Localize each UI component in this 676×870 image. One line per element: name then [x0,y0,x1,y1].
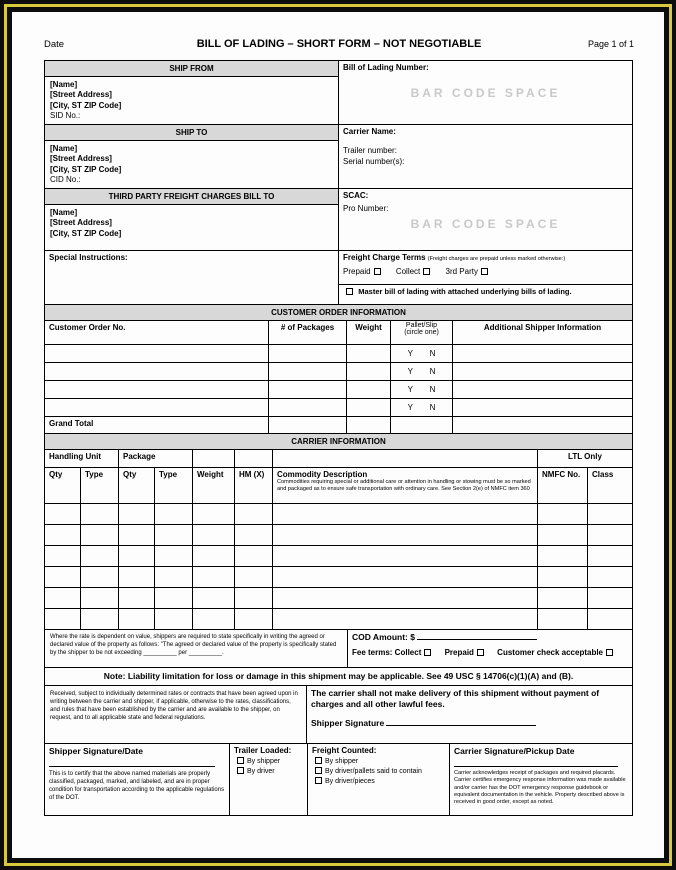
packages-cell [269,363,347,381]
fee-prepaid-label: Prepaid [444,648,474,657]
nmfc-cell [538,609,588,630]
col-customer-order-no: Customer Order No. [45,321,269,345]
additional-info-cell [453,399,633,417]
class-header: Class [588,468,633,504]
pallet-no[interactable]: N [429,385,436,394]
page-title: BILL OF LADING – SHORT FORM – NOT NEGOTIABLE [196,38,482,50]
customer-order-header-row [45,321,633,345]
commodity-cell [273,567,538,588]
document-header [44,38,634,50]
grand-total-packages [269,417,347,434]
commodity-cell [273,546,538,567]
scac-barcode-space: BAR CODE SPACE [410,217,561,231]
additional-info-cell [453,345,633,363]
bol-number-label: Bill of Lading Number: [343,63,429,72]
weight-cell [193,546,235,567]
no-delivery-cell [307,686,633,744]
pkg-type-cell [155,504,193,525]
special-instructions-cell [45,251,339,305]
shipper-signature-cell [45,744,230,816]
top-left-column [45,61,339,305]
third-party-checkbox[interactable] [481,268,488,275]
ship-from-city: [City, ST ZIP Code] [50,100,122,110]
class-cell [588,525,633,546]
pkg-type-cell [155,525,193,546]
signature-row [45,744,633,816]
freight-terms-title: Freight Charge Terms [343,253,426,262]
spacer-cell [273,450,538,468]
pallet-yes[interactable]: Y [407,367,413,376]
commodity-header [273,468,538,504]
order-no-cell [45,399,269,417]
ship-to-street: [Street Address] [50,154,112,164]
third-party-street: [Street Address] [50,218,112,228]
master-bol-checkbox[interactable] [346,288,353,295]
fee-terms-label: Fee terms: Collect [352,648,422,657]
liability-note: Note: Liability limitation for loss or damage in this shipment may be applicable. See 49 USC § 14706(c)(1)(A) and (B). [45,668,633,686]
freight-terms-cell [339,251,633,285]
ship-from-sid: SID No.: [50,111,81,121]
carrier-header-row1 [45,450,633,468]
hu-type-header: Type [81,468,119,504]
pallet-slip-cell [391,381,453,399]
weight-header: Weight [193,468,235,504]
shipper-sig-line[interactable] [49,758,215,767]
serial-number-label: Serial number(s): [343,157,405,166]
third-party-city: [City, ST ZIP Code] [50,228,122,238]
freight-3rdparty-label: 3rd Party [445,267,478,277]
special-instructions-label: Special Instructions: [49,253,128,262]
pallet-yes[interactable]: Y [407,349,413,358]
carrier-row [45,525,633,546]
pkg-qty-cell [119,504,155,525]
ship-from-address [45,77,339,125]
carrier-info-band: CARRIER INFORMATION [45,434,633,450]
class-cell [588,546,633,567]
pkg-qty-header: Qty [119,468,155,504]
shipper-signature-line[interactable] [386,718,536,726]
carrier-row [45,567,633,588]
customer-order-row [45,399,633,417]
scac-label: SCAC: [343,191,369,200]
commodity-cell [273,588,538,609]
cod-cell [348,630,633,668]
pkg-qty-cell [119,567,155,588]
class-cell [588,609,633,630]
shipper-signature-label: Shipper Signature [311,718,385,729]
gold-border [4,4,672,866]
no-delivery-text: The carrier shall not make delivery of this shipment without payment of charges and all other lawful fees. [311,688,600,710]
weight-cell [193,588,235,609]
pkg-qty-cell [119,609,155,630]
counted-by-shipper-label: By shipper [325,758,359,765]
order-no-cell [45,381,269,399]
pkg-type-cell [155,609,193,630]
freight-terms-note: (Freight charges are prepaid unless marked otherwise:) [427,256,566,262]
counted-by-driver-pallets-checkbox[interactable] [315,767,322,774]
pkg-qty-cell [119,588,155,609]
carrier-signature-cell [450,744,633,816]
pallet-slip-cell [391,345,453,363]
bol-number-cell [339,61,633,125]
hm-cell [235,588,273,609]
counted-by-driver-pieces-checkbox[interactable] [315,777,322,784]
hu-qty-cell [45,504,81,525]
carrier-row [45,546,633,567]
freight-counted-title: Freight Counted: [312,746,377,755]
hu-type-cell [81,567,119,588]
pkg-type-cell [155,588,193,609]
weight-cell [193,609,235,630]
additional-info-cell [453,381,633,399]
order-no-cell [45,363,269,381]
package-header: Package [119,450,193,468]
hu-qty-header: Qty [45,468,81,504]
hm-cell [235,504,273,525]
carrier-name-cell [339,125,633,189]
ship-from-header: SHIP FROM [45,61,339,77]
packages-cell [269,345,347,363]
rate-cod-row [45,630,633,668]
nmfc-cell [538,504,588,525]
carrier-sig-title: Carrier Signature/Pickup Date [454,746,575,756]
grand-total-label: Grand Total [45,417,269,434]
customer-order-row [45,345,633,363]
shipper-cert-text: This is to certify that the above named materials are properly classified, packaged, marked, and labeled, and are in proper condition for transportation according to the applicable regulations of the DOT. [49,771,225,802]
ship-to-name: [Name] [50,144,78,153]
bill-of-lading-form [44,60,633,816]
pallet-slip-cell [391,399,453,417]
pallet-no[interactable]: N [429,349,436,358]
pallet-yes[interactable]: Y [407,385,413,394]
carrier-row [45,504,633,525]
hu-type-cell [81,525,119,546]
hm-cell [235,546,273,567]
pallet-slip-line2: (circle one) [404,329,439,336]
commodity-cell [273,504,538,525]
nmfc-header: NMFC No. [538,468,588,504]
pkg-qty-cell [119,546,155,567]
grand-total-row [45,417,633,434]
freight-prepaid-label: Prepaid [343,267,371,277]
hu-qty-cell [45,588,81,609]
grand-total-weight [347,417,391,434]
trailer-by-driver-checkbox[interactable] [237,767,244,774]
hu-type-cell [81,588,119,609]
fee-prepaid-checkbox[interactable] [477,649,484,656]
trailer-loaded-cell [230,744,308,816]
page-number: Page 1 of 1 [587,39,634,49]
trailer-by-shipper-checkbox[interactable] [237,757,244,764]
hu-type-cell [81,609,119,630]
top-right-column [339,61,633,305]
nmfc-cell [538,525,588,546]
ship-to-cid: CID No.: [50,175,81,185]
carrier-header-row2 [45,468,633,504]
trailer-loaded-title: Trailer Loaded: [234,746,292,755]
handling-unit-header: Handling Unit [45,450,119,468]
grand-total-additional [453,417,633,434]
weight-cell [193,504,235,525]
shipper-sig-title: Shipper Signature/Date [49,746,143,756]
pallet-no[interactable]: N [429,367,436,376]
ship-to-header: SHIP TO [45,125,339,141]
col-additional-info: Additional Shipper Information [453,321,633,345]
hu-qty-cell [45,546,81,567]
col-weight: Weight [347,321,391,345]
hu-type-cell [81,546,119,567]
hm-cell [235,609,273,630]
customer-order-band: CUSTOMER ORDER INFORMATION [45,305,633,321]
pkg-type-cell [155,567,193,588]
counted-by-driver-pallets-label: By driver/pallets said to contain [325,768,422,775]
weight-cell [347,381,391,399]
commodity-title: Commodity Description [277,470,368,479]
freight-counted-cell [308,744,450,816]
received-text: Received, subject to individually determined rates or contracts that have been agreed upon in writing between the carrier and shipper, if applicable, otherwise to the rates, classifications, and rules that have been established by the carrier and are available to the shipper, on request, and to all applicable state and federal regulations. [45,686,307,744]
pallet-slip-cell [391,363,453,381]
spacer-cell [193,450,235,468]
freight-collect-label: Collect [395,267,421,277]
col-num-packages: # of Packages [269,321,347,345]
hu-type-cell [81,504,119,525]
fee-check-label: Customer check acceptable [497,648,603,657]
weight-cell [193,525,235,546]
third-party-header: THIRD PARTY FREIGHT CHARGES BILL TO [45,189,339,205]
additional-info-cell [453,363,633,381]
weight-cell [347,399,391,417]
rate-declaration: Where the rate is dependent on value, shippers are required to state specifically in writing the agreed or declared value of the property as follows: "The agreed or declared value of the property is specifically stated by the shipper to be not exceeding __________ per __________. [45,630,348,668]
customer-order-row [45,363,633,381]
third-party-name: [Name] [50,208,78,217]
third-party-address [45,205,339,251]
master-bol-cell [339,285,633,305]
pallet-no[interactable]: N [429,403,436,412]
nmfc-cell [538,588,588,609]
trailer-by-shipper-label: By shipper [247,758,281,765]
pkg-qty-cell [119,525,155,546]
grand-total-pallet [391,417,453,434]
hm-cell [235,525,273,546]
packages-cell [269,399,347,417]
carrier-row [45,609,633,630]
prepaid-checkbox[interactable] [374,268,381,275]
scac-cell [339,189,633,251]
trailer-number-label: Trailer number: [343,146,397,155]
commodity-note: Commodities requiring special or additional care or attention in handling or stowing must be so marked and packaged as to ensure safe transportation with ordinary care. See Section 2(e) of NMFC item 360 [277,479,531,493]
order-no-cell [45,345,269,363]
trailer-by-driver-label: By driver [247,768,275,775]
ship-from-street: [Street Address] [50,90,112,100]
weight-cell [193,567,235,588]
carrier-ack-text: Carrier acknowledges receipt of packages and required placards. Carrier certifies emergency response information was made available and/or carrier has the DOT emergency response guidebook or equivalent documentation in the vehicle. Property described above is received in good order, except as noted. [454,770,626,806]
class-cell [588,567,633,588]
hu-qty-cell [45,525,81,546]
col-pallet-slip [391,321,453,345]
fee-check-checkbox[interactable] [606,649,613,656]
nmfc-cell [538,567,588,588]
counted-by-driver-pieces-label: By driver/pieces [325,778,375,785]
carrier-name-label: Carrier Name: [343,127,396,136]
pallet-yes[interactable]: Y [407,403,413,412]
ship-from-name: [Name] [50,80,78,89]
top-block [45,61,633,305]
fee-collect-checkbox[interactable] [424,649,431,656]
carrier-row [45,588,633,609]
document-page [12,12,664,858]
class-cell [588,588,633,609]
pkg-type-header: Type [155,468,193,504]
pro-number-label: Pro Number: [343,204,389,213]
pallet-slip-line1: Pallet/Slip [405,322,438,329]
spacer-cell [235,450,273,468]
counted-by-shipper-checkbox[interactable] [315,757,322,764]
cod-amount-label: COD Amount: $ [352,632,415,642]
collect-checkbox[interactable] [423,268,430,275]
ship-to-city: [City, ST ZIP Code] [50,164,122,174]
hu-qty-cell [45,567,81,588]
date-label: Date [44,39,65,50]
hu-qty-cell [45,609,81,630]
ltl-only-header: LTL Only [538,450,633,468]
received-row [45,686,633,744]
hm-header: HM (X) [235,468,273,504]
commodity-cell [273,609,538,630]
nmfc-cell [538,546,588,567]
ship-to-address [45,141,339,189]
master-bol-label: Master bill of lading with attached underlying bills of lading. [358,287,572,296]
pkg-type-cell [155,546,193,567]
packages-cell [269,381,347,399]
cod-amount-line [417,632,537,640]
bol-barcode-space: BAR CODE SPACE [410,86,561,100]
weight-cell [347,363,391,381]
customer-order-row [45,381,633,399]
commodity-cell [273,525,538,546]
class-cell [588,504,633,525]
carrier-sig-line[interactable] [454,758,618,767]
hm-cell [235,567,273,588]
weight-cell [347,345,391,363]
